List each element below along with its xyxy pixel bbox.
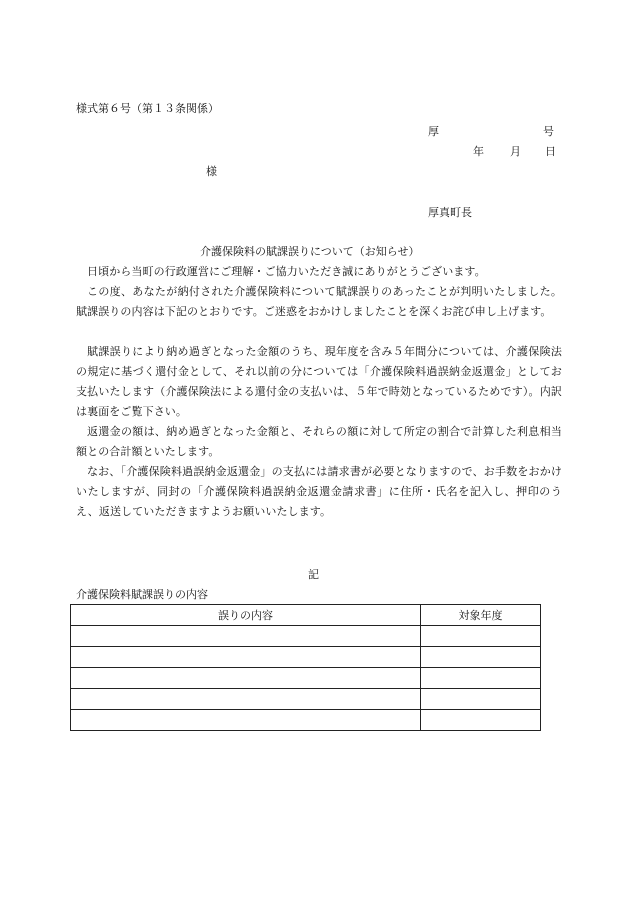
table-header-row: [71, 605, 541, 626]
paragraph-refund-amount: 返還金の額は、納め過ぎとなった金額と、それらの額に対して所定の割合で計算した利息相当額との合計額といたします。: [76, 425, 562, 458]
table-cell: [421, 710, 541, 731]
table-cell: [421, 626, 541, 647]
paragraph-error-notice: この度、あなたが納付された介護保険料について賦課誤りのあったことが判明いたしました。賦課誤りの内容は下記のとおりです。ご迷惑をおかけしましたことを深くお詫び申し上げます。: [76, 285, 562, 318]
error-details-table: [70, 604, 541, 731]
addressee-suffix: 様: [206, 165, 217, 178]
table-cell: [421, 689, 541, 710]
table-cell: [71, 710, 421, 731]
reference-suffix: 号: [543, 125, 554, 138]
date-year-label: 年: [473, 145, 484, 158]
table-cell: [71, 668, 421, 689]
paragraph-claim-request: なお、「介護保険料過誤納金返還金」の支払には請求書が必要となりますので、お手数をおかけいたしますが、同封の「介護保険料過誤納金返還金請求書」に住所・氏名を記入し、押印のうえ、返送していただきますようお願いいたします。: [76, 465, 562, 518]
date-month-label: 月: [510, 145, 521, 158]
reference-prefix: 厚: [428, 125, 439, 138]
paragraph-greeting: 日頃から当町の行政運営にご理解・ご協力いただき誠にありがとうございます。: [87, 265, 486, 278]
table-cell: [71, 647, 421, 668]
table-cell: [421, 647, 541, 668]
sender-name: 厚真町長: [428, 206, 472, 219]
form-number: 様式第６号（第１３条関係）: [76, 102, 219, 115]
table-row: [71, 647, 541, 668]
table-row: [71, 668, 541, 689]
table-row: [71, 626, 541, 647]
paragraph-refund-details: 賦課誤りにより納め過ぎとなった金額のうち、現年度を含み５年間分については、介護保険法の規定に基づく還付金として、それ以前の分については「介護保険料過誤納金返還金」としてお支払いたします（介護保険法による還付金の支払いは、５年で時効となっているためです）。内訳は裏面をご覧下さい。: [76, 345, 562, 418]
document-title: 介護保険料の賦課誤りについて（お知らせ）: [200, 245, 420, 258]
table-cell: [421, 668, 541, 689]
column-header-target-year: 対象年度: [421, 605, 541, 626]
note-heading: 記: [308, 568, 319, 581]
table-row: [71, 689, 541, 710]
date-day-label: 日: [545, 145, 556, 158]
table-cell: [71, 689, 421, 710]
table-cell: [71, 626, 421, 647]
column-header-error-content: 誤りの内容: [71, 605, 421, 626]
table-row: [71, 710, 541, 731]
table-caption: 介護保険料賦課誤りの内容: [76, 588, 208, 601]
